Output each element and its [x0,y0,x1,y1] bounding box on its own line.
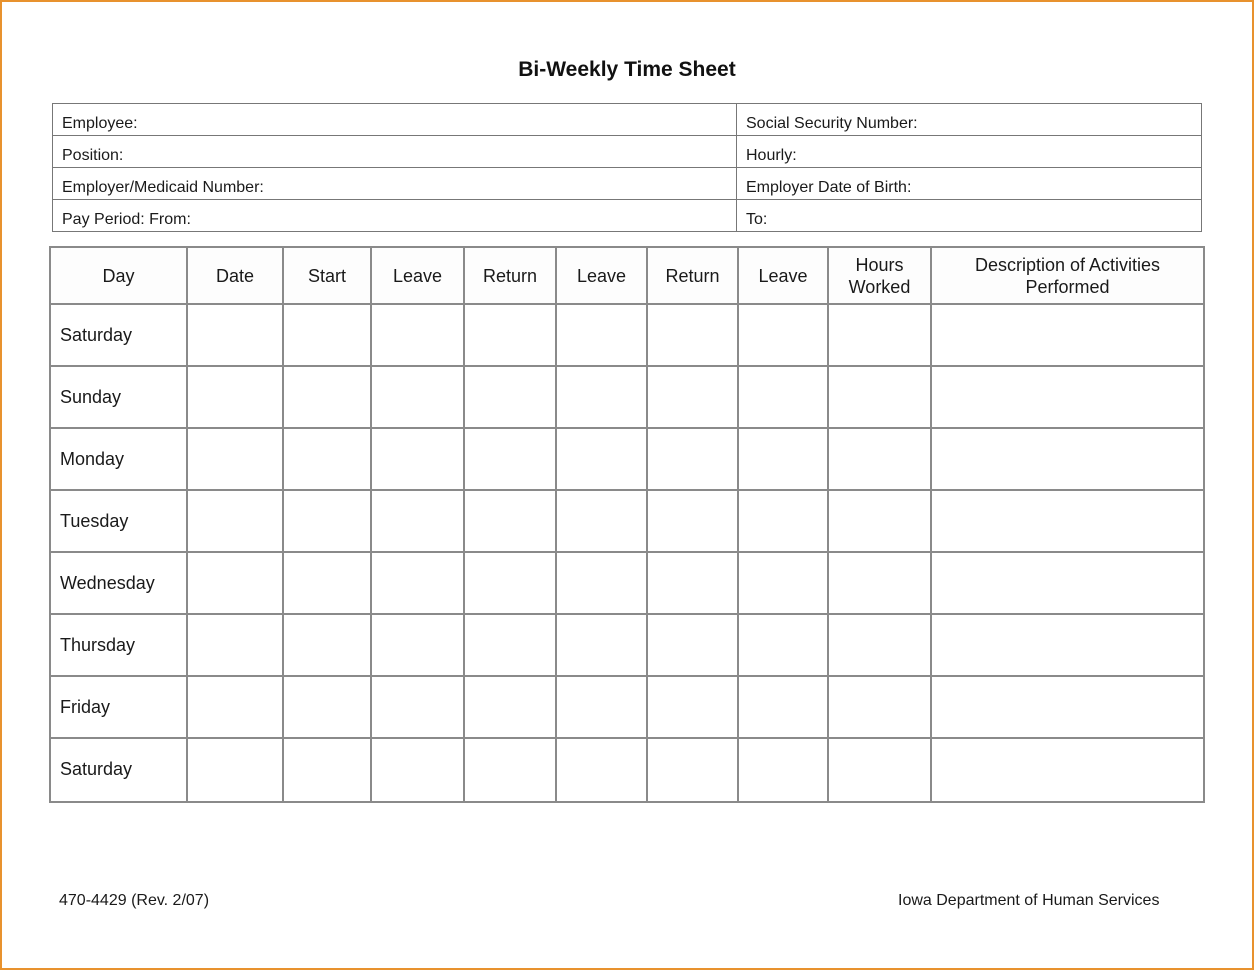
return-cell[interactable] [648,615,739,677]
date-cell[interactable] [188,677,284,739]
leave-cell[interactable] [739,615,829,677]
day-cell: Sunday [51,367,188,429]
col-header-leave: Leave [739,248,829,305]
return-cell[interactable] [465,677,557,739]
header-line: Worked [848,276,911,297]
table-row [51,491,1203,553]
ssn-field[interactable]: Social Security Number: [737,104,1202,136]
header-line: Performed [1025,276,1110,297]
leave-cell[interactable] [739,367,829,429]
leave-cell[interactable] [557,491,648,553]
col-header-date: Date [188,248,284,305]
col-header-day: Day [51,248,188,305]
leave-cell[interactable] [372,615,465,677]
day-cell: Wednesday [51,553,188,615]
hours-worked-cell[interactable] [829,677,932,739]
col-header-description [932,248,1203,305]
hourly-field[interactable]: Hourly: [737,136,1202,168]
return-cell[interactable] [465,429,557,491]
employer-dob-field[interactable]: Employer Date of Birth: [737,168,1202,200]
header-line: Hours [855,254,904,275]
start-cell[interactable] [284,739,372,801]
leave-cell[interactable] [739,491,829,553]
return-cell[interactable] [648,491,739,553]
col-header-hours-worked [829,248,932,305]
table-row [51,367,1203,429]
pay-period-from-field[interactable]: Pay Period: From: [53,200,737,232]
date-cell[interactable] [188,305,284,367]
document-title: Bi-Weekly Time Sheet [518,58,736,81]
info-row [53,104,1202,136]
info-row [53,200,1202,232]
date-cell[interactable] [188,367,284,429]
return-cell[interactable] [648,677,739,739]
form-number: 470-4429 (Rev. 2/07) [59,892,210,909]
start-cell[interactable] [284,491,372,553]
return-cell[interactable] [465,491,557,553]
return-cell[interactable] [648,739,739,801]
start-cell[interactable] [284,367,372,429]
leave-cell[interactable] [557,429,648,491]
table-row [51,429,1203,491]
leave-cell[interactable] [557,739,648,801]
hours-worked-cell[interactable] [829,367,932,429]
date-cell[interactable] [188,739,284,801]
leave-cell[interactable] [739,739,829,801]
employee-info-table [52,103,1202,232]
return-cell[interactable] [648,305,739,367]
description-cell[interactable] [932,677,1203,739]
agency-name: Iowa Department of Human Services [898,892,1160,909]
return-cell[interactable] [465,553,557,615]
return-cell[interactable] [465,367,557,429]
leave-cell[interactable] [739,677,829,739]
pay-period-to-field[interactable]: To: [737,200,1202,232]
description-cell[interactable] [932,429,1203,491]
start-cell[interactable] [284,553,372,615]
leave-cell[interactable] [557,305,648,367]
hours-worked-cell[interactable] [829,615,932,677]
day-cell: Thursday [51,615,188,677]
col-header-return: Return [465,248,557,305]
description-cell[interactable] [932,491,1203,553]
date-cell[interactable] [188,429,284,491]
leave-cell[interactable] [557,553,648,615]
col-header-leave: Leave [372,248,465,305]
leave-cell[interactable] [739,429,829,491]
header-line: Description of Activities [974,254,1161,275]
hours-worked-cell[interactable] [829,429,932,491]
col-header-leave: Leave [557,248,648,305]
day-cell: Saturday [51,305,188,367]
day-cell: Friday [51,677,188,739]
leave-cell[interactable] [372,677,465,739]
return-cell[interactable] [648,367,739,429]
leave-cell[interactable] [557,367,648,429]
info-row [53,136,1202,168]
leave-cell[interactable] [372,553,465,615]
table-row [51,553,1203,615]
leave-cell[interactable] [372,739,465,801]
description-cell[interactable] [932,615,1203,677]
hours-worked-cell[interactable] [829,553,932,615]
table-row [51,615,1203,677]
date-cell[interactable] [188,615,284,677]
position-field[interactable]: Position: [53,136,737,168]
date-cell[interactable] [188,553,284,615]
description-cell[interactable] [932,553,1203,615]
start-cell[interactable] [284,429,372,491]
return-cell[interactable] [465,739,557,801]
leave-cell[interactable] [739,305,829,367]
return-cell[interactable] [648,553,739,615]
description-cell[interactable] [932,367,1203,429]
table-row [51,305,1203,367]
hours-worked-cell[interactable] [829,305,932,367]
leave-cell[interactable] [372,367,465,429]
table-row [51,739,1203,801]
hours-worked-cell[interactable] [829,739,932,801]
leave-cell[interactable] [372,429,465,491]
start-cell[interactable] [284,677,372,739]
info-row [53,168,1202,200]
col-header-start: Start [284,248,372,305]
hours-worked-cell[interactable] [829,491,932,553]
leave-cell[interactable] [372,491,465,553]
start-cell[interactable] [284,615,372,677]
header-row [51,248,1203,305]
leave-cell[interactable] [557,677,648,739]
return-cell[interactable] [648,429,739,491]
leave-cell[interactable] [739,553,829,615]
return-cell[interactable] [465,615,557,677]
employee-field[interactable]: Employee: [53,104,737,136]
date-cell[interactable] [188,491,284,553]
day-cell: Monday [51,429,188,491]
description-cell[interactable] [932,739,1203,801]
day-cell: Tuesday [51,491,188,553]
day-cell: Saturday [51,739,188,801]
description-cell[interactable] [932,305,1203,367]
employer-medicaid-number-field[interactable]: Employer/Medicaid Number: [53,168,737,200]
start-cell[interactable] [284,305,372,367]
table-row [51,677,1203,739]
timesheet-table [49,246,1205,803]
leave-cell[interactable] [372,305,465,367]
return-cell[interactable] [465,305,557,367]
col-header-return: Return [648,248,739,305]
leave-cell[interactable] [557,615,648,677]
